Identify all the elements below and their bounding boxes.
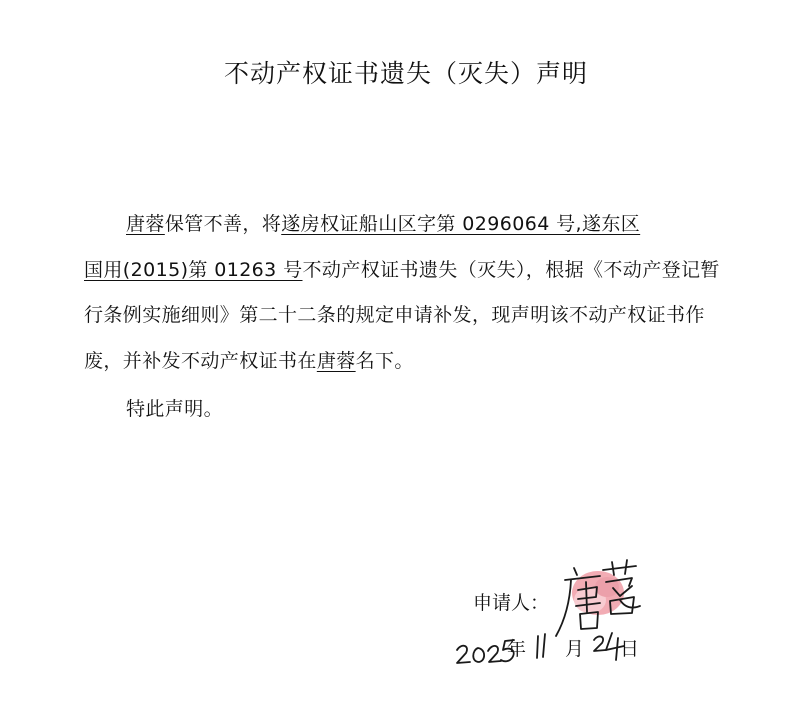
certificate-number-1: 遂房权证船山区字第 0296064 号,遂东区 xyxy=(281,213,641,235)
date-year-suffix: 年 xyxy=(507,638,527,660)
closing-statement: 特此声明。 xyxy=(126,398,224,420)
applicant-label: 申请人： xyxy=(473,592,550,614)
date-line xyxy=(452,630,672,670)
handwritten-signature xyxy=(556,560,640,636)
red-fingerprint-seal xyxy=(572,571,624,615)
body-text-1: 保管不善，将 xyxy=(164,213,282,235)
applicant-line xyxy=(473,588,549,615)
body-paragraph xyxy=(84,202,724,384)
date-day-suffix: 日 xyxy=(620,638,640,660)
body-text-3: 名下。 xyxy=(355,349,414,372)
owner-name-underlined: 唐蓉 xyxy=(316,349,356,372)
body-text-2: 不动产权证书遗失（灭失），根据《不动产登记暂行条例实施细则》第二十二条的规定申请补发，现声明该不动产权证书作废，并补发不动产权证书在 xyxy=(84,258,720,372)
applicant-name-underlined: 唐蓉 xyxy=(126,213,165,235)
document-title: 不动产权证书遗失（灭失）声明 xyxy=(223,59,588,88)
date-month-suffix: 月 xyxy=(565,638,585,660)
certificate-number-2: 国用(2015)第 01263 号 xyxy=(84,258,303,281)
